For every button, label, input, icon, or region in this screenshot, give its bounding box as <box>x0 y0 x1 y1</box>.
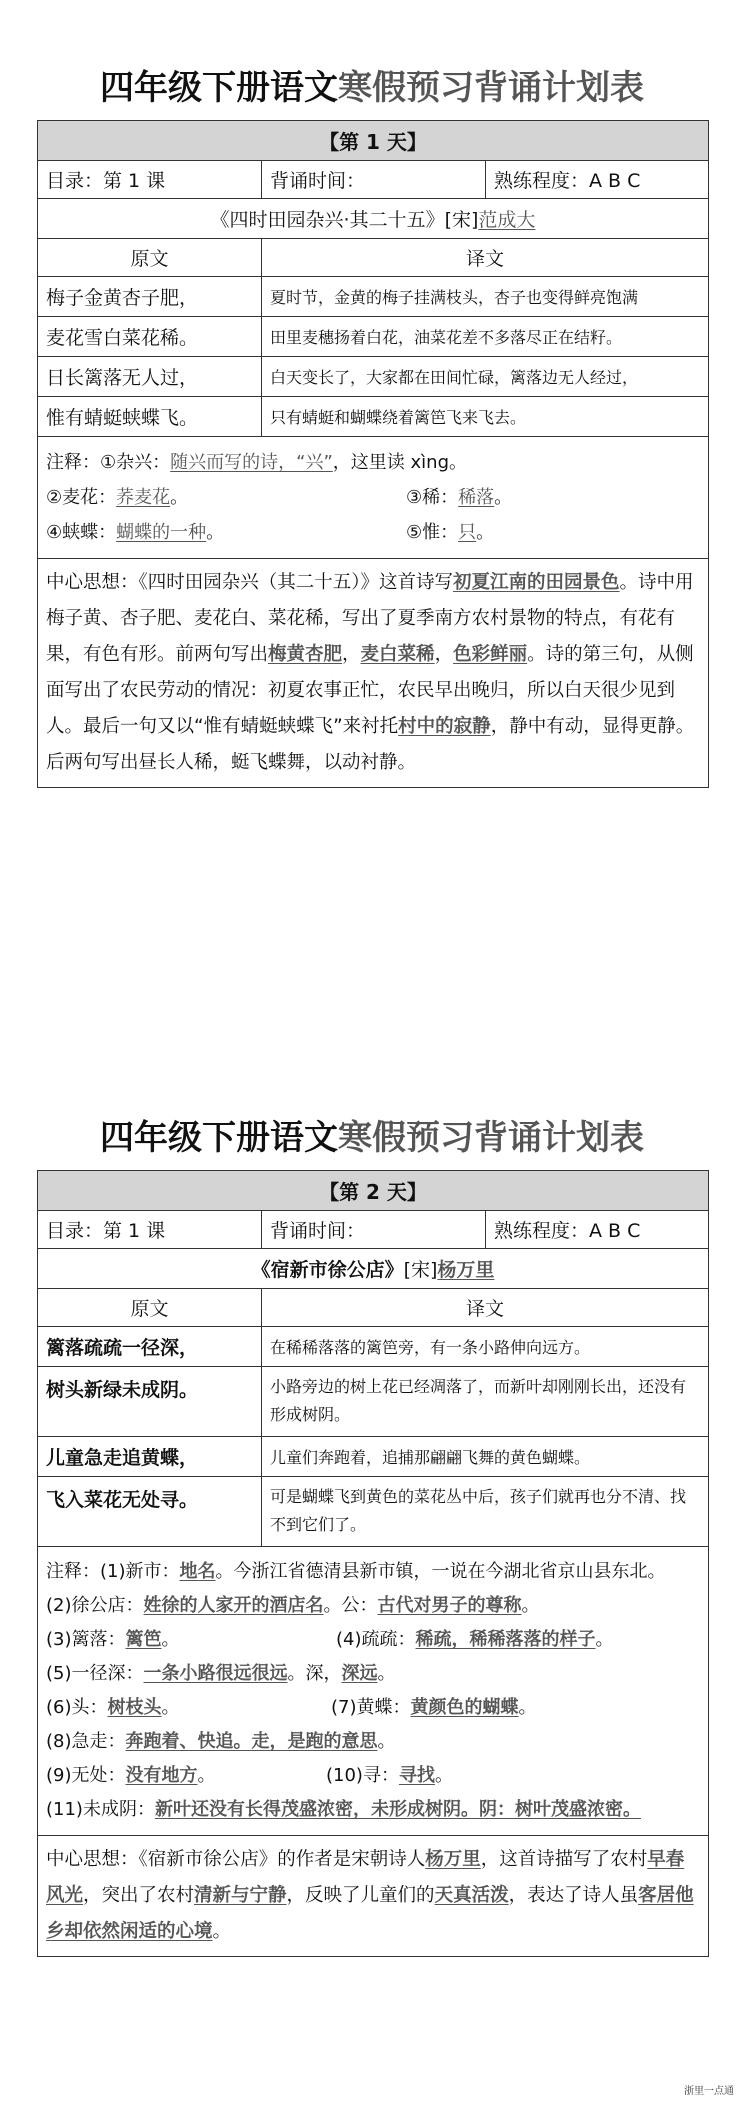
poem-title: 《四时田园杂兴·其二十五》[宋] <box>210 209 479 231</box>
poem-title: 《宿新市徐公店》 <box>251 1259 404 1281</box>
plan-table <box>37 1170 709 1957</box>
poem-line-row <box>38 357 708 397</box>
note-line: ②麦花：荞麦花。 ③稀：稀落。 <box>46 487 513 508</box>
summary-block: 中心思想：《四时田园杂兴（其二十五）》这首诗写初夏江南的田园景色。诗中用梅子黄、杏子肥、麦花白、菜花稀，写出了夏季南方农村景物的特点，有花有果，有色有形。前两句写出梅黄杏肥，麦白菜稀，色彩鲜丽。诗的第三句，从侧面写出了农民劳动的情况：初夏农事正忙，农民早出晚归，所以白天很少见到人。最后一句又以“惟有蜻蜓蛱蝶飞”来衬托村中的寂静，静中有动，显得更静。后两句写出昼长人稀，蜓飞蝶舞，以动衬静。 <box>46 572 695 773</box>
page-title: 四年级下册语文寒假预习背诵计划表 <box>100 1118 644 1158</box>
poem-line-row <box>38 1327 708 1367</box>
proficiency-cell: 熟练程度：A B C <box>485 161 708 198</box>
catalog-cell: 目录：第 1 课 <box>46 1220 166 1242</box>
summary-row <box>38 559 708 787</box>
poem-line-row <box>38 1477 708 1547</box>
page-title: 四年级下册语文寒假预习背诵计划表 <box>100 68 644 108</box>
poem-line-row <box>38 397 708 437</box>
recite-time-cell: 背诵时间： <box>261 1211 485 1248</box>
day-header: 【第 1 天】 <box>38 121 708 161</box>
poem-line-row <box>38 1437 708 1477</box>
poem-dynasty: [宋] <box>403 1259 438 1281</box>
original-line: 儿童急走追黄蝶， <box>46 1447 199 1469</box>
summary-row <box>38 1836 708 1956</box>
poem-line-row <box>38 317 708 357</box>
translation-line: 只有蜻蜓和蝴蝶绕着篱笆飞来飞去。 <box>261 397 708 436</box>
summary-block: 中心思想：《宿新市徐公店》的作者是宋朝诗人杨万里，这首诗描写了农村早春风光，突出了农村清新与宁静，反映了儿童们的天真活泼，表达了诗人虽客居他乡却依然闲适的心境。 <box>46 1849 694 1942</box>
notes-row <box>38 1547 708 1836</box>
note-line: (3)篱落：篱笆。 (4)疏疏：稀疏，稀稀落落的样子。 <box>46 1629 614 1650</box>
poem-line-row <box>38 277 708 317</box>
poem-author: 杨万里 <box>437 1259 495 1281</box>
notes-block <box>38 1547 708 1835</box>
note-line: (5)一径深：一条小路很远很远。深，深远。 <box>46 1663 396 1684</box>
poem-title-row <box>38 1249 708 1289</box>
note-line: (9)无处：没有地方。 (10)寻：寻找。 <box>46 1765 453 1786</box>
note-line: (6)头：树枝头。 (7)黄蝶：黄颜色的蝴蝶。 <box>46 1697 537 1718</box>
note-line: ④蛱蝶：蝴蝶的一种。 ⑤惟：只。 <box>46 522 495 543</box>
note-line: 注释：①杂兴：随兴而写的诗，“兴”，这里读 xìng。 <box>46 452 468 473</box>
original-line: 树头新绿未成阴。 <box>46 1379 199 1401</box>
original-line: 飞入菜花无处寻。 <box>46 1489 199 1511</box>
note-line: (8)急走：奔跑着、快追。走，是跑的意思。 <box>46 1731 396 1752</box>
translation-line: 夏时节，金黄的梅子挂满枝头，杏子也变得鲜亮饱满 <box>261 277 708 316</box>
col-translation-header: 译文 <box>261 239 708 276</box>
translation-line: 小路旁边的树上花已经凋落了，而新叶却刚刚长出，还没有形成树阴。 <box>261 1367 708 1436</box>
notes-block <box>38 437 708 558</box>
note-line: (11)未成阴：新叶还没有长得茂盛浓密，未形成树阴。阴：树叶茂盛浓密。 <box>46 1799 641 1820</box>
column-header-row <box>38 1289 708 1327</box>
col-original-header: 原文 <box>130 248 169 270</box>
col-original-header: 原文 <box>130 1298 169 1320</box>
recite-time-cell: 背诵时间： <box>261 161 485 198</box>
original-line: 麦花雪白菜花稀。 <box>46 327 199 349</box>
proficiency-cell: 熟练程度：A B C <box>485 1211 708 1248</box>
day-header: 【第 2 天】 <box>38 1171 708 1211</box>
column-header-row <box>38 239 708 277</box>
original-line: 惟有蜻蜓蛱蝶飞。 <box>46 407 199 429</box>
translation-line: 田里麦穗扬着白花，油菜花差不多落尽正在结籽。 <box>261 317 708 356</box>
translation-line: 可是蝴蝶飞到黄色的菜花丛中后，孩子们就再也分不清、找不到它们了。 <box>261 1477 708 1546</box>
original-line: 梅子金黄杏子肥， <box>46 287 199 309</box>
poem-line-row <box>38 1367 708 1437</box>
catalog-cell: 目录：第 1 课 <box>46 170 166 192</box>
translation-line: 白天变长了，大家都在田间忙碌，篱落边无人经过， <box>261 357 708 396</box>
poem-author: 范成大 <box>478 209 536 231</box>
notes-row <box>38 437 708 559</box>
poem-title-row <box>38 199 708 239</box>
note-line: (2)徐公店：姓徐的人家开的酒店名。公：古代对男子的尊称。 <box>46 1595 540 1616</box>
plan-table <box>37 120 709 788</box>
translation-line: 在稀稀落落的篱笆旁，有一条小路伸向远方。 <box>261 1327 708 1366</box>
translation-line: 儿童们奔跑着，追捕那翩翩飞舞的黄色蝴蝶。 <box>261 1437 708 1476</box>
col-translation-header: 译文 <box>261 1289 708 1326</box>
original-line: 篱落疏疏一径深， <box>46 1337 199 1359</box>
original-line: 日长篱落无人过， <box>46 367 199 389</box>
info-row <box>38 1211 708 1249</box>
footer-watermark: 浙里一点通 <box>684 2086 734 2097</box>
info-row <box>38 161 708 199</box>
note-line: 注释：(1)新市：地名。今浙江省德清县新市镇，一说在今湖北省京山县东北。 <box>46 1561 666 1582</box>
